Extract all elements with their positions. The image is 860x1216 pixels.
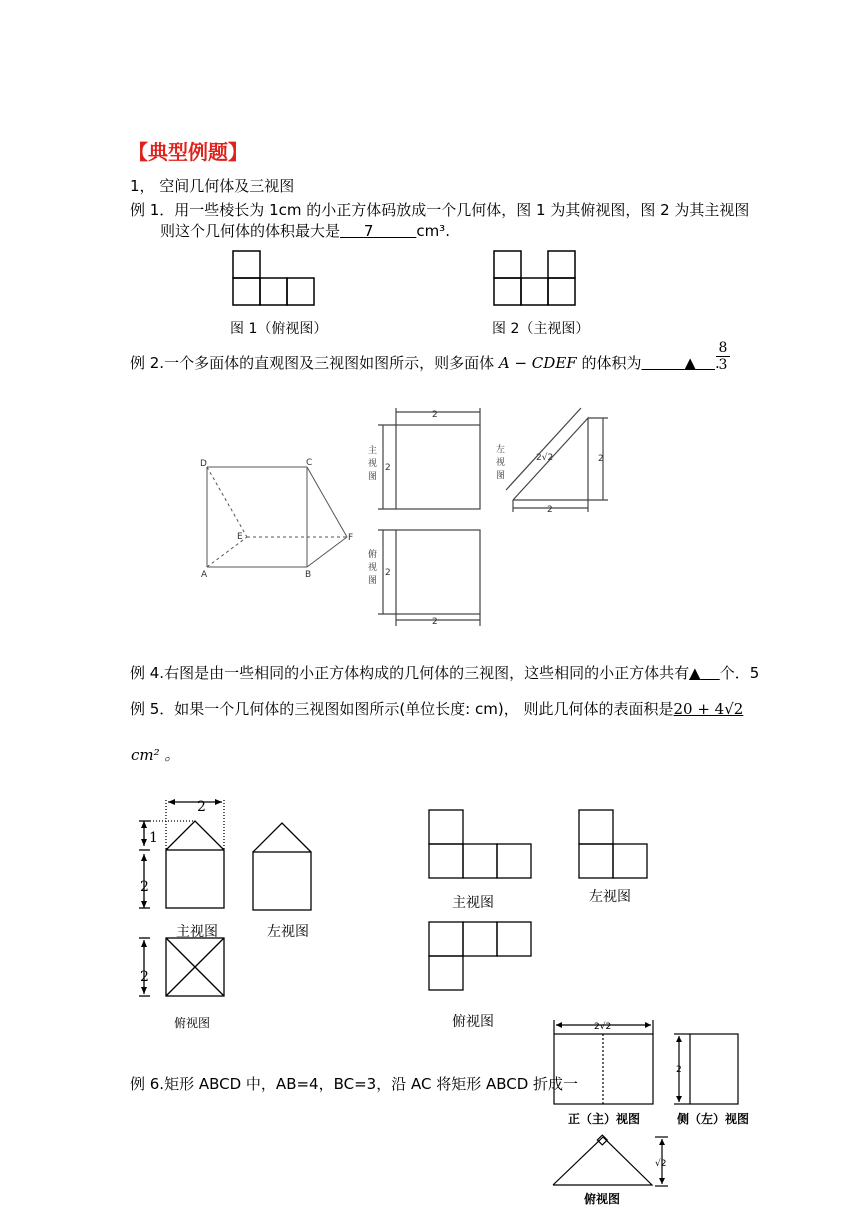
- ex1-answer: 7: [363, 222, 374, 240]
- side-label-2: 视: [496, 458, 506, 468]
- section-heading: 【典型例题】: [128, 140, 248, 164]
- side-label-1: 左: [496, 445, 506, 455]
- side-dim-height: 2: [598, 454, 604, 464]
- ex1-fig1-caption: 图 1（俯视图）: [230, 321, 328, 337]
- ex6-dim-width: 2√2: [594, 1022, 612, 1032]
- side-dim-width: 2: [547, 505, 553, 515]
- ex5-dim-top: 2: [140, 969, 149, 985]
- ex1-line2-text: 则这个几何体的体积最大是: [160, 222, 341, 240]
- front-label-2: 视: [368, 459, 378, 469]
- ex2-answer-numerator: 8: [718, 340, 728, 356]
- top-label-1: 俯: [368, 550, 378, 560]
- ex5-dim-width: 2: [197, 799, 206, 815]
- ex5-top-caption: 俯视图: [174, 1016, 211, 1030]
- ex2-blank: ▲: [684, 354, 696, 372]
- ex2-line: 例 2.一个多面体的直观图及三视图如图所示，则多面体 A − CDEF 的体积为 ▲ .: [130, 354, 720, 372]
- ex4-blank: ▲: [689, 664, 701, 682]
- vertex-d: D: [200, 459, 207, 469]
- section-subtitle: 1， 空间几何体及三视图: [130, 177, 295, 195]
- ex4-front-caption: 主视图: [452, 895, 494, 911]
- top-label-2: 视: [368, 563, 378, 573]
- ex2-polyhedron: A − CDEF: [498, 354, 577, 372]
- ex1-line1: 例 1．用一些棱长为 1cm 的小正方体码放成一个几何体，图 1 为其俯视图，图 2 为其主视图: [130, 201, 750, 219]
- side-dim-diagonal: 2√2: [536, 453, 554, 463]
- ex6-dim-height: 2: [676, 1065, 682, 1075]
- ex5-dim-wall: 2: [140, 879, 149, 895]
- vertex-c: C: [306, 458, 313, 468]
- ex4-text: 例 4.右图是由一些相同的小正方体构成的几何体的三视图，这些相同的小正方体共有: [130, 664, 690, 682]
- ex6-dim-root2: √2: [655, 1159, 667, 1169]
- front-dim-height: 2: [385, 463, 391, 473]
- ex6-front-caption: 正（主）视图: [568, 1112, 641, 1126]
- ex5-dim-roof: 1: [149, 830, 158, 846]
- ex2-answer-denominator: 3: [716, 356, 730, 373]
- front-dim-width: 2: [432, 410, 438, 420]
- ex6-line: 例 6.矩形 ABCD 中，AB=4，BC=3，沿 AC 将矩形 ABCD 折成一: [130, 1075, 579, 1093]
- ex2-text: 例 2.一个多面体的直观图及三视图如图所示，则多面体: [130, 354, 495, 372]
- top-dim-height: 2: [385, 568, 391, 578]
- ex5-front-caption: 主视图: [176, 924, 218, 940]
- ex5-text: 例 5．如果一个几何体的三视图如图所示(单位长度: cm)， 则此几何体的表面积是: [130, 700, 674, 718]
- ex1-fig2-caption: 图 2（主视图）: [492, 321, 590, 337]
- vertex-b: B: [305, 570, 312, 580]
- ex1-unit: cm³.: [416, 222, 450, 240]
- ex5-side-caption: 左视图: [267, 924, 309, 940]
- vertex-f: F: [348, 533, 354, 543]
- vertex-a: A: [201, 570, 208, 580]
- front-label-1: 主: [368, 446, 378, 456]
- ex2-text-mid: 的体积为: [581, 354, 642, 372]
- ex5-answer: 20 + 4√2: [673, 700, 744, 718]
- ex5-unit: cm² 。: [131, 746, 180, 764]
- top-dim-width: 2: [432, 617, 438, 627]
- front-label-3: 图: [368, 472, 378, 482]
- vertex-e: E: [237, 532, 243, 542]
- top-label-3: 图: [368, 576, 378, 586]
- ex6-top-caption: 俯视图: [584, 1192, 621, 1206]
- ex4-suffix: 个．5: [719, 664, 760, 682]
- side-label-3: 图: [496, 471, 506, 481]
- ex4-top-caption: 俯视图: [452, 1014, 494, 1030]
- ex4-side-caption: 左视图: [589, 889, 631, 905]
- ex6-side-caption: 侧（左）视图: [677, 1112, 750, 1126]
